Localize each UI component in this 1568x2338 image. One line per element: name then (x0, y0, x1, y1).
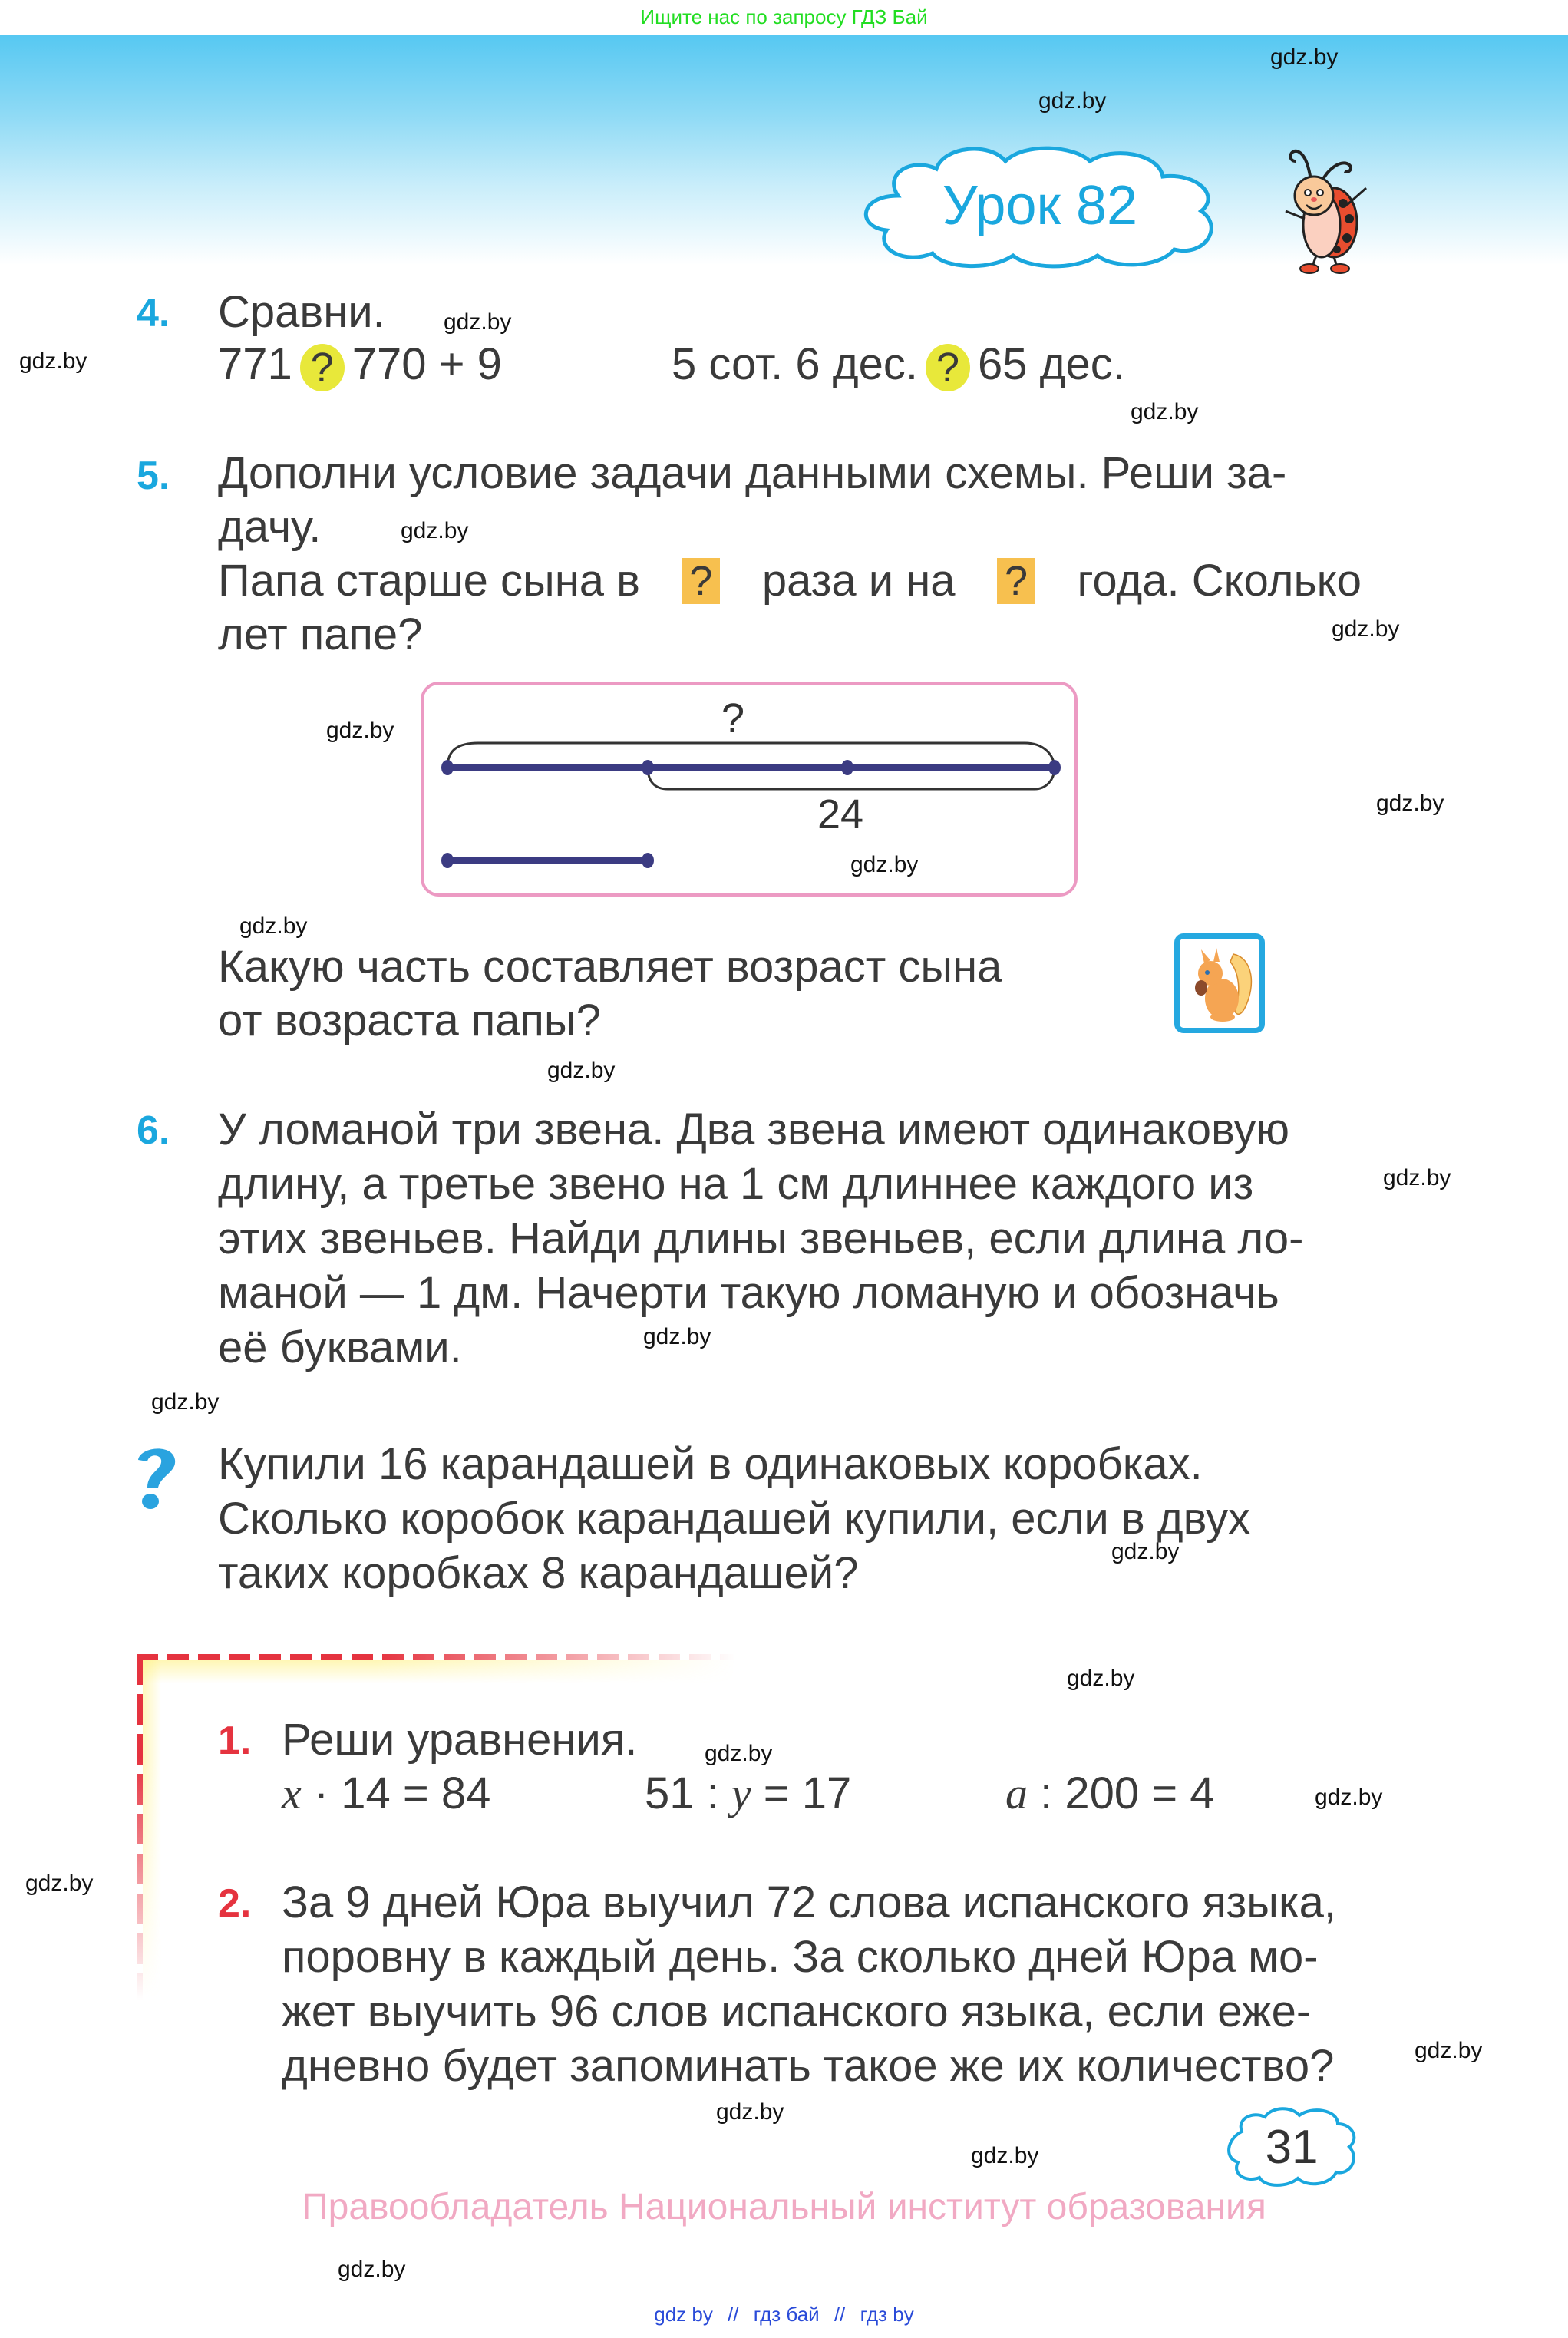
watermark-text: gdz.by (1376, 791, 1444, 816)
watermark-text: gdz.by (1270, 45, 1339, 70)
watermark-text: gdz.by (1111, 1539, 1180, 1564)
puzzle-line-3: таких коробках 8 карандашей? (218, 1548, 859, 1598)
equation-3: a : 200 = 4 (1005, 1768, 1215, 1818)
footer-separator: // (728, 2303, 739, 2326)
task-5-line-2: дачу. (218, 502, 322, 552)
watermark-text: gdz.by (850, 852, 919, 877)
review-task-2-line-1: За 9 дней Юра выучил 72 слова испанского языка, (282, 1877, 1336, 1927)
watermark-text: gdz.by (1067, 1666, 1135, 1691)
watermark-text: gdz.by (1315, 1785, 1383, 1810)
review-task-2-line-3: жет выучить 96 слов испанского языка, если еже- (282, 1986, 1312, 2036)
ladybug-icon (1274, 142, 1378, 276)
task-number: 5. (137, 454, 170, 498)
watermark-text: gdz.by (1131, 399, 1199, 424)
watermark-text: gdz.by (547, 1058, 616, 1083)
watermark-text: gdz.by (971, 2143, 1039, 2168)
footer-separator: // (834, 2303, 846, 2326)
task-5-followup-line-1: Какую часть составляет возраст сына (218, 942, 1002, 992)
task-4-title: Сравни. (218, 287, 385, 337)
top-search-banner (0, 0, 1568, 35)
footer-link-gdz-by-cyr[interactable]: гдз by (860, 2303, 914, 2326)
question-mark-icon: ? (682, 558, 720, 604)
task-5 (137, 453, 170, 499)
watermark-text: gdz.by (401, 518, 469, 543)
review-task-2-line-4: дневно будет запоминать такое же их количество? (282, 2041, 1335, 2091)
footer-link-gdz-bai[interactable]: гдз бай (753, 2303, 820, 2326)
task-6-line-2: длину, а третье звено на 1 см длиннее каждого из (218, 1159, 1254, 1209)
review-border-left (137, 1654, 143, 2000)
diagram-bottom-label: 24 (817, 791, 864, 837)
task-4-left-expression: 771 ? 770 + 9 (218, 339, 502, 391)
review-task-2 (218, 1881, 251, 1927)
watermark-text: gdz.by (1332, 616, 1400, 642)
puzzle-line-1: Купили 16 карандашей в одинаковых коробках. (218, 1439, 1203, 1489)
watermark-text: gdz.by (151, 1389, 220, 1415)
lesson-title: Урок 82 (942, 174, 1138, 236)
review-border-glow-left (143, 1660, 161, 1998)
question-mark-icon: ? (300, 344, 345, 391)
watermark-text: gdz.by (643, 1324, 711, 1349)
task-5-followup-line-2: от возраста папы? (218, 996, 601, 1045)
task-6 (137, 1108, 170, 1154)
task-5-line-1: Дополни условие задачи данными схемы. Реши за- (218, 448, 1287, 498)
review-task-1 (218, 1718, 251, 1764)
watermark-text: gdz.by (1415, 2038, 1483, 2063)
blue-question-mark-icon (130, 1443, 184, 1512)
review-task-2-line-2: поровну в каждый день. За сколько дней Юра мо- (282, 1932, 1319, 1982)
task-4-right-expression: 5 сот. 6 дес. ? 65 дес. (672, 339, 1125, 391)
question-mark-icon: ? (997, 558, 1035, 604)
review-border-glow (137, 1660, 735, 1683)
task-6-line-4: маной — 1 дм. Начерти такую ломаную и обозначь (218, 1268, 1279, 1318)
page-number: 31 (1265, 2120, 1319, 2174)
squirrel-icon (1180, 939, 1259, 1028)
watermark-text: gdz.by (19, 348, 87, 374)
task-6-line-1: У ломаной три звена. Два звена имеют одинаковую (218, 1105, 1289, 1154)
copyright-text: Правообладатель Национальный институт образования (302, 2187, 1266, 2227)
diagram-top-label: ? (721, 695, 745, 741)
task-6-line-3: этих звеньев. Найди длины звеньев, если длина ло- (218, 1214, 1304, 1263)
equation-1: x · 14 = 84 (282, 1768, 491, 1818)
watermark-text: gdz.by (1383, 1165, 1451, 1190)
task-5-condition: Папа старше сына в ? раза и на ? года. Сколько (218, 556, 1362, 606)
task-6-line-5: её буквами. (218, 1323, 462, 1372)
watermark-text: gdz.by (239, 913, 308, 939)
watermark-text: gdz.by (705, 1741, 773, 1766)
segment-diagram-drawing (421, 682, 1078, 897)
task-number: 1. (218, 1719, 252, 1763)
top-banner-text: Ищите нас по запросу ГДЗ Бай (640, 5, 928, 28)
footer-link-gdz-by[interactable]: gdz by (654, 2303, 713, 2326)
equation-2: 51 : y = 17 (645, 1768, 852, 1818)
watermark-text: gdz.by (338, 2257, 406, 2282)
puzzle-line-2: Сколько коробок карандашей купили, если в двух (218, 1494, 1251, 1544)
watermark-text: gdz.by (716, 2099, 784, 2125)
review-border-top (137, 1654, 735, 1660)
task-4 (137, 290, 170, 336)
watermark-text: gdz.by (1038, 88, 1107, 114)
task-number: 2. (218, 1881, 252, 1926)
watermark-text: gdz.by (444, 309, 512, 335)
squirrel-helper-icon (1174, 933, 1265, 1033)
review-task-1-title: Реши уравнения. (282, 1715, 638, 1765)
footer-links (0, 2303, 1568, 2326)
task-5-condition-end: лет папе? (218, 609, 423, 659)
watermark-text: gdz.by (25, 1871, 94, 1896)
watermark-text: gdz.by (326, 718, 394, 743)
task-number: 6. (137, 1108, 170, 1153)
question-mark-icon: ? (926, 344, 970, 391)
task-number: 4. (137, 291, 170, 335)
